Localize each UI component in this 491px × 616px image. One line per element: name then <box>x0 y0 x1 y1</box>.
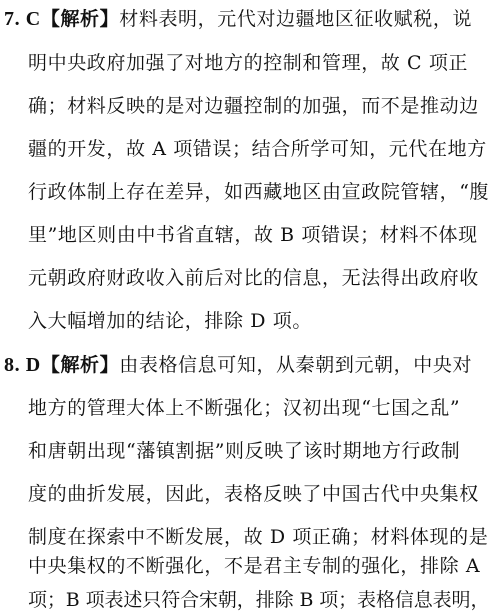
q7-line-2: 明中央政府加强了对地方的控制和管理，故 C 项正 <box>28 52 469 74</box>
q8-line-1 <box>4 353 472 377</box>
q8-text-line-1: 由表格信息可知，从秦朝到元朝，中央对 <box>119 354 473 376</box>
q8-line-6: 中央集权的不断强化，不是君主专制的强化，排除 A <box>28 555 481 577</box>
q7-line-6: 里”地区则由中书省直辖，故 B 项错误；材料不体现 <box>28 224 478 246</box>
q8-line-5: 制度在探索中不断发展，故 D 项正确；材料体现的是 <box>28 526 489 548</box>
q8-line-4: 度的曲折发展，因此，表格反映了中国古代中央集权 <box>28 483 479 505</box>
q8-line-3: 和唐朝出现“藩镇割据”则反映了该时期地方行政制 <box>28 440 461 462</box>
q7-number: 7. C <box>4 8 41 30</box>
q8-analysis-tag: 【解析】 <box>40 354 120 376</box>
q7-line-3: 确；材料反映的是对边疆控制的加强，而不是推动边 <box>28 95 479 117</box>
q8-line-2: 地方的管理大体上不断强化；汉初出现“七国之乱” <box>28 397 461 419</box>
q7-analysis-tag: 【解析】 <box>40 8 120 30</box>
q7-line-1 <box>4 7 472 31</box>
q8-number: 8. D <box>4 354 41 376</box>
q8-line-7: 项；B 项表述只符合宋朝，排除 B 项；表格信息表明， <box>28 589 490 611</box>
q7-line-8: 入大幅增加的结论，排除 D 项。 <box>28 310 312 332</box>
q7-line-7: 元朝政府财政收入前后对比的信息，无法得出政府收 <box>28 267 479 289</box>
q7-line-4: 疆的开发，故 A 项错误；结合所学可知，元代在地方 <box>28 138 487 160</box>
q7-text-line-1: 材料表明，元代对边疆地区征收赋税，说 <box>119 8 473 30</box>
q7-line-5: 行政体制上存在差异，如西藏地区由宣政院管辖，“腹 <box>28 181 490 203</box>
